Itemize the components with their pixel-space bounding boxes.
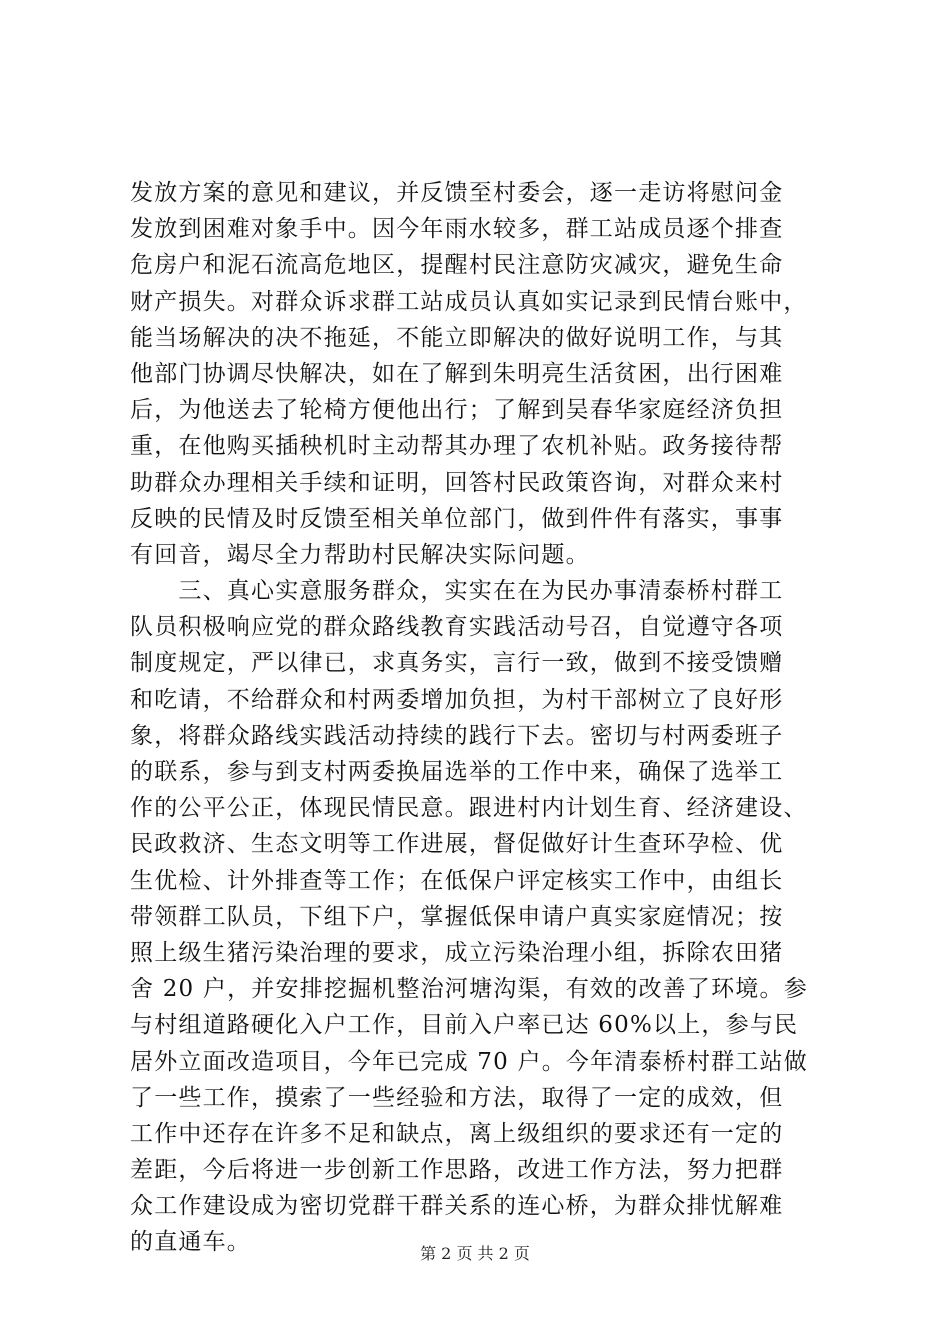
- text-line: 的直通车。: [130, 1229, 251, 1256]
- text-line: 象，将群众路线实践活动持续的践行下去。密切与村两委班子: [130, 722, 784, 749]
- text-line: 有回音，竭尽全力帮助村民解决实际问题。: [130, 541, 590, 568]
- text-line: 发放方案的意见和建议，并反馈至村委会，逐一走访将慰问金: [130, 180, 784, 206]
- text-line: 后，为他送去了轮椅方便他出行；了解到吴春华家庭经济负担: [130, 397, 784, 424]
- text-line: 居外立面改造项目，今年已完成 70 户。今年清泰桥村群工站做: [130, 1048, 808, 1075]
- body-text: [130, 175, 830, 1261]
- text-line: 制度规定，严以律已，求真务实，言行一致，做到不接受馈赠: [130, 650, 784, 677]
- text-line: 财产损失。对群众诉求群工站成员认真如实记录到民情台账中，: [130, 288, 808, 315]
- text-line: 作的公平公正，体现民情民意。跟进村内计划生育、经济建设、: [130, 795, 808, 822]
- page-footer: [0, 1244, 950, 1264]
- text-line: 的联系，参与到支村两委换届选举的工作中来，确保了选举工: [130, 759, 784, 785]
- text-line: 和吃请，不给群众和村两委增加负担，为村干部树立了良好形: [130, 686, 784, 713]
- text-line: 众工作建设成为密切党群干群关系的连心桥，为群众排忧解难: [130, 1193, 784, 1220]
- text-line: 工作中还存在许多不足和缺点，离上级组织的要求还有一定的: [130, 1120, 784, 1147]
- page-number: 第 2 页 共 2 页: [420, 1244, 530, 1263]
- text-line: 舍 20 户，并安排挖掘机整治河塘沟渠，有效的改善了环境。参: [130, 976, 808, 1003]
- text-line: 发放到困难对象手中。因今年雨水较多，群工站成员逐个排查: [130, 216, 784, 243]
- text-line: 与村组道路硬化入户工作，目前入户率已达 60%以上，参与民: [130, 1012, 799, 1039]
- text-line: 助群众办理相关手续和证明，回答村民政策咨询，对群众来村: [130, 469, 784, 496]
- text-line: 了一些工作，摸索了一些经验和方法，取得了一定的成效，但: [130, 1084, 784, 1111]
- text-line: 带领群工队员，下组下户，掌握低保申请户真实家庭情况；按: [130, 903, 784, 930]
- text-line: 危房户和泥石流高危地区，提醒村民注意防灾减灾，避免生命: [130, 252, 784, 279]
- text-line: 三、真心实意服务群众，实实在在为民办事清泰桥村群工: [130, 578, 784, 605]
- text-line: 能当场解决的决不拖延，不能立即解决的做好说明工作，与其: [130, 324, 784, 351]
- text-line: 照上级生猪污染治理的要求，成立污染治理小组，拆除农田猪: [130, 939, 784, 966]
- text-line: 差距，今后将进一步创新工作思路，改进工作方法，努力把群: [130, 1157, 784, 1184]
- text-line: 生优检、计外排查等工作；在低保户评定核实工作中，由组长: [130, 867, 784, 894]
- text-line: 民政救济、生态文明等工作进展，督促做好计生查环孕检、优: [130, 831, 784, 858]
- text-line: 队员积极响应党的群众路线教育实践活动号召，自觉遵守各项: [130, 614, 784, 641]
- text-line: 重，在他购买插秧机时主动帮其办理了农机补贴。政务接待帮: [130, 433, 784, 460]
- text-line: 反映的民情及时反馈至相关单位部门，做到件件有落实，事事: [130, 505, 784, 532]
- text-line: 他部门协调尽快解决，如在了解到朱明亮生活贫困，出行困难: [130, 360, 784, 387]
